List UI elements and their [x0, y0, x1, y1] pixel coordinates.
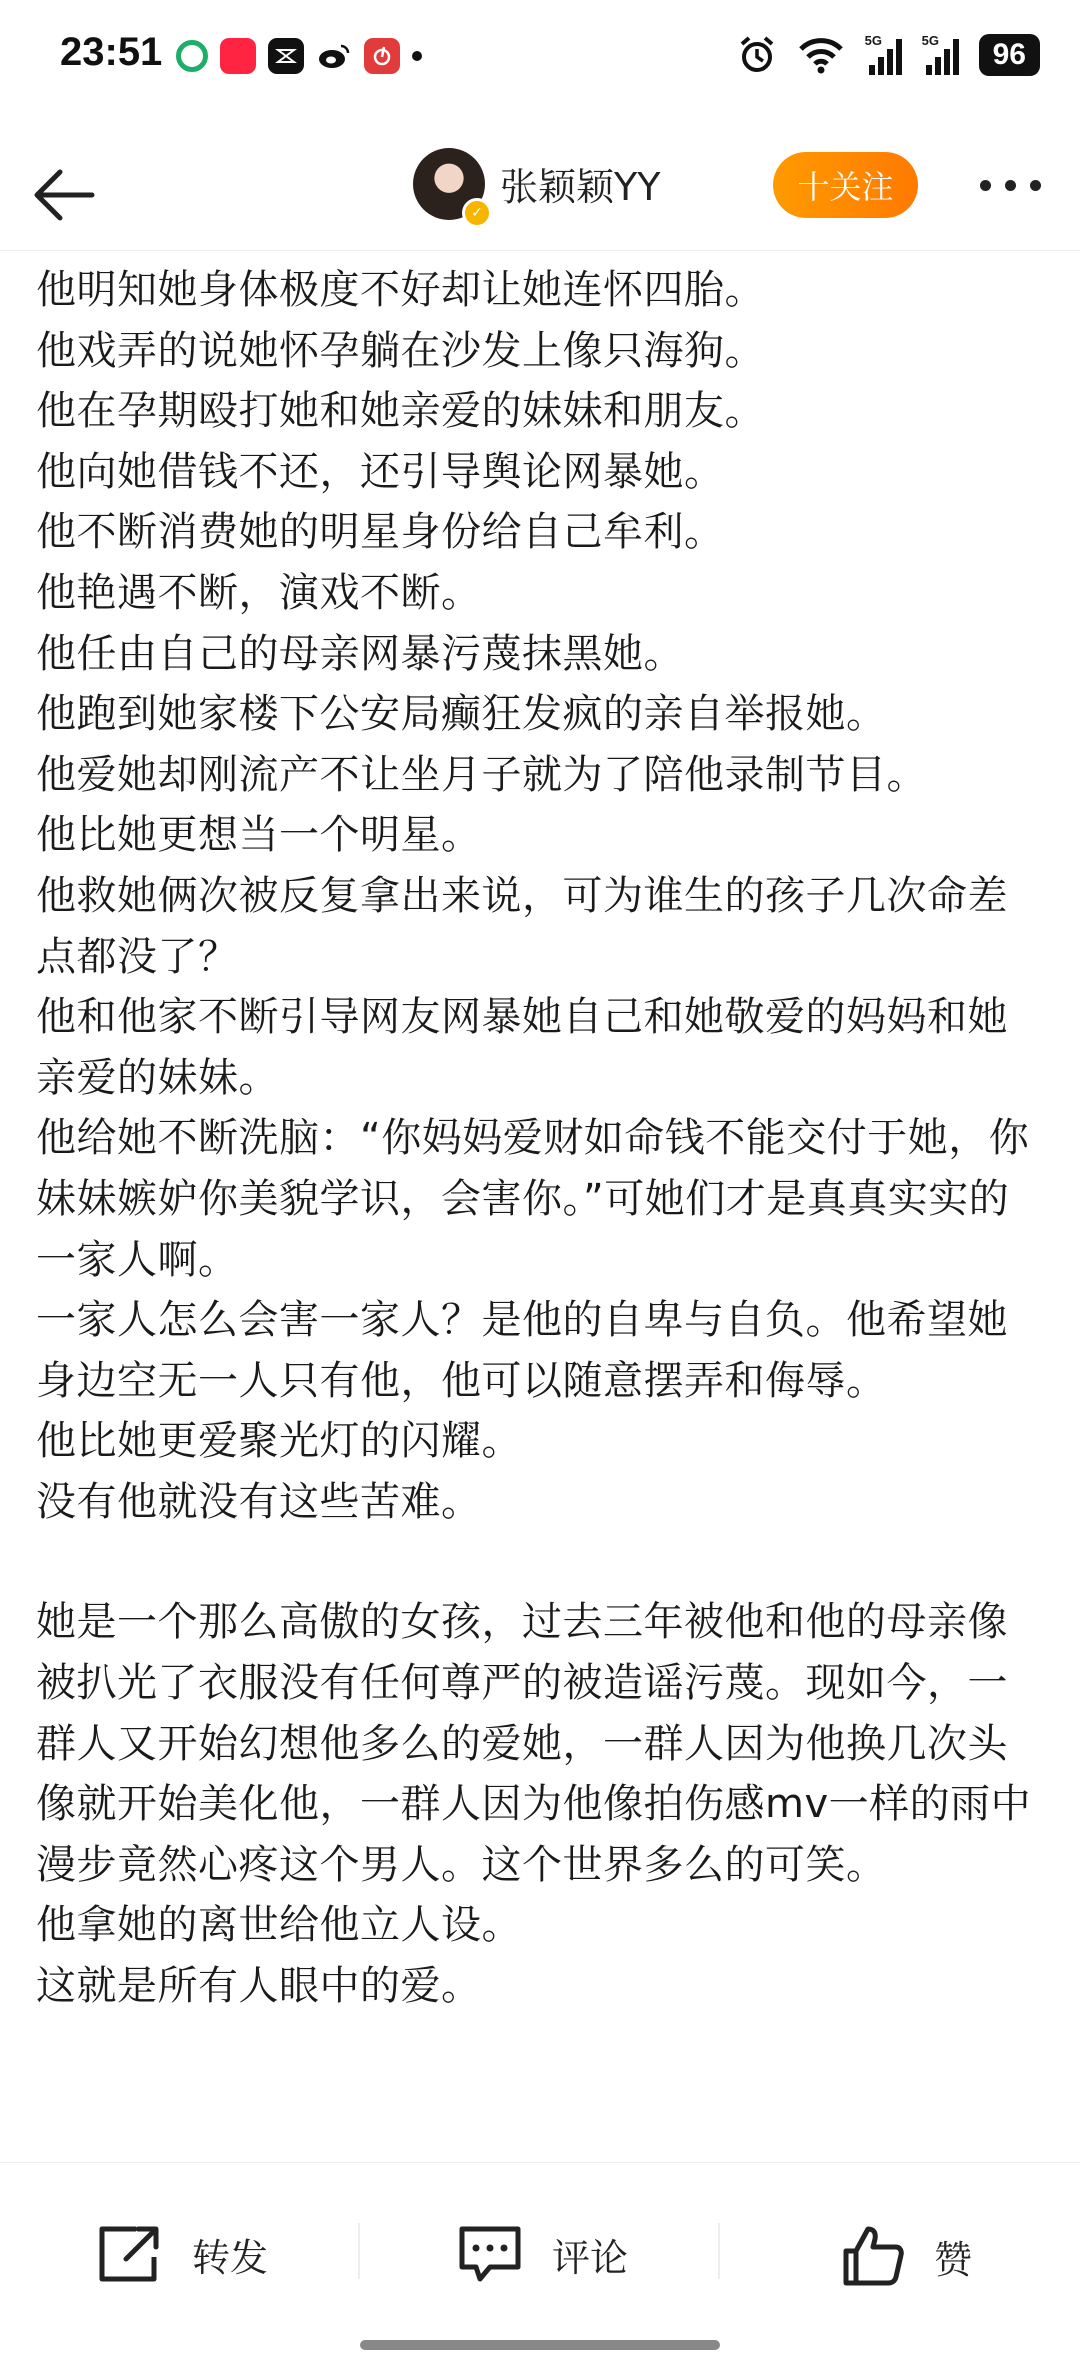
username[interactable]: 张颖颖YY	[500, 165, 661, 209]
back-button[interactable]	[30, 160, 100, 230]
post-line: 他在孕期殴打她和她亲爱的妹妹和朋友。	[36, 388, 765, 435]
more-options-button[interactable]	[980, 170, 1050, 200]
more-dot-icon	[1005, 180, 1016, 191]
comment-button[interactable]	[456, 2223, 628, 2285]
capcut-app-icon	[268, 38, 304, 74]
status-right	[737, 34, 1040, 76]
like-button[interactable]	[840, 2223, 972, 2289]
thumbs-up-icon	[840, 2223, 906, 2289]
post-line: 他明知她身体极度不好却让她连怀四胎。	[36, 267, 765, 313]
action-separator	[358, 2223, 360, 2279]
signal-icon: 5G	[922, 35, 959, 75]
post-line: 一家人怎么会害一家人？是他的自卑与自负。他希望她身边空无一人只有他，他可以随意摆弄和侮辱。	[36, 1297, 1008, 1404]
post-line: 他不断消费她的明星身份给自己牟利。	[36, 509, 725, 556]
post-line: 他和他家不断引导网友网暴她自己和她敬爱的妈妈和她亲爱的妹妹。	[36, 994, 1008, 1101]
post-line: 他任由自己的母亲网暴污蔑抹黑她。	[36, 630, 684, 677]
post-line: 他救她俩次被反复拿出来说，可为谁生的孩子几次命差点都没了？	[36, 872, 1008, 980]
post-header	[0, 140, 1080, 250]
more-dot-icon	[980, 180, 991, 191]
header-divider	[0, 250, 1080, 251]
comment-label: 评论	[552, 2235, 629, 2280]
post-line: 他跑到她家楼下公安局癫狂发疯的亲自举报她。	[36, 691, 887, 738]
signal-icon: 5G	[865, 35, 902, 75]
post-line: 他艳遇不断，演戏不断。	[36, 569, 482, 616]
wifi-icon	[797, 36, 845, 74]
post-line: 他爱她却刚流产不让坐月子就为了陪他录制节目。	[36, 751, 927, 798]
xiaohongshu-app-icon	[220, 38, 256, 74]
comment-icon	[456, 2223, 524, 2285]
like-label: 赞	[934, 2237, 973, 2282]
post-line: 他戏弄的说她怀孕躺在沙发上像只海狗。	[36, 327, 765, 374]
netease-music-app-icon	[364, 38, 400, 74]
status-bar	[0, 0, 1080, 118]
post-line: 没有他就没有这些苦难。	[36, 1478, 482, 1525]
alarm-icon	[737, 35, 777, 75]
repost-button[interactable]	[96, 2223, 268, 2285]
message-app-icon	[176, 40, 208, 72]
repost-label: 转发	[192, 2235, 269, 2280]
post-line: 他比她更爱聚光灯的闪耀。	[36, 1418, 522, 1465]
status-time: 23:51	[60, 30, 163, 74]
action-separator	[718, 2223, 720, 2279]
post-line: 这就是所有人眼中的爱。	[36, 1963, 482, 2010]
follow-button[interactable]: 十关注	[773, 152, 918, 218]
post-line: 他拿她的离世给他立人设。	[36, 1902, 522, 1949]
weibo-app-icon	[316, 38, 352, 74]
more-dot-icon	[1030, 180, 1041, 191]
post-line: 他向她借钱不还，还引导舆论网暴她。	[36, 448, 725, 495]
share-icon	[96, 2223, 164, 2285]
post-body	[36, 260, 1046, 2017]
back-arrow-icon	[30, 160, 100, 230]
home-indicator[interactable]	[360, 2340, 720, 2350]
more-notifications-dot	[412, 51, 422, 61]
paragraph-gap	[36, 1532, 1046, 1592]
post-line: 他比她更想当一个明星。	[36, 812, 482, 859]
battery-indicator: 96	[979, 34, 1040, 76]
post-line: 他给她不断洗脑：“你妈妈爱财如命钱不能交付于她，你妹妹嫉妒你美貌学识，会害你。”可她们才是真真实实的一家人啊。	[36, 1115, 1030, 1283]
post-line: 她是一个那么高傲的女孩，过去三年被他和他的母亲像被扒光了衣服没有任何尊严的被造谣污蔑。现如今，一群人又开始幻想他多么的爱她，一群人因为他换几次头像就开始美化他，一群人因为他像拍伤感mv一样的雨中漫步竟然心疼这个男人。这个世界多么的可笑。	[36, 1599, 1032, 1888]
action-bar	[0, 2162, 1080, 2333]
verified-badge-icon: ✓	[462, 198, 492, 228]
notification-icons	[176, 38, 422, 74]
